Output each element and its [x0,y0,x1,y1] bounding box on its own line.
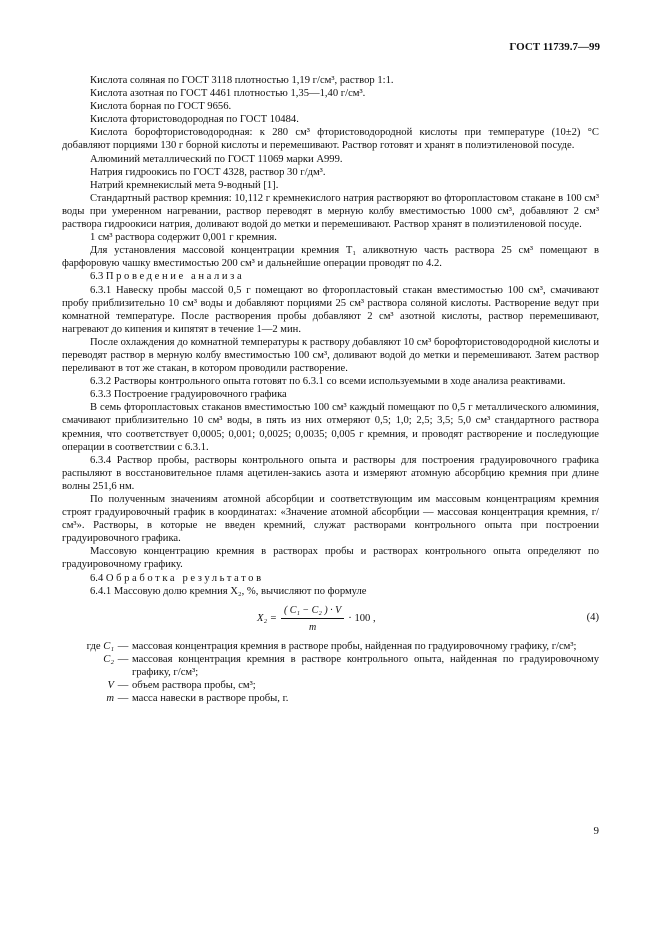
definition-row [62,679,599,692]
paragraph-6-3-4-calibration: По полученным значениям атомной абсорбции и соответствующим им массовым концентрациям кремния строят градуировочный график в координатах: «Значение атомной абсорбции — массовая концентрация кремния, г/см³». Растворы, в которые не введен кремний, служат растворами контрольного опыта при построении градуировочного графика. [62,494,599,545]
formula-block [62,602,599,636]
definition-text: массовая концентрация кремния в растворе контрольного опыта, найденная по градуировочному графику, г/см³; [132,653,599,678]
section-heading-6-3 [62,270,599,283]
definition-row [62,692,599,705]
section-heading-6-4 [62,572,599,585]
standard-code-header: ГОСТ 11739.7—99 [509,41,600,53]
formula-denominator: m [308,621,317,633]
page-content [62,74,599,705]
definition-symbol [62,679,114,692]
symbol-definitions [62,640,599,705]
symbol-v: V [107,680,114,692]
reagent-line: Натрия гидроокись по ГОСТ 4328, раствор 30 г/дм³. [90,166,326,178]
reagent-line: Кислота фтористоводородная по ГОСТ 10484. [90,114,299,126]
reagent-line: Кислота соляная по ГОСТ 3118 плотностью 1,19 г/см³, раствор 1:1. [90,75,394,86]
definition-text: масса навески в растворе пробы, г. [132,693,289,705]
definition-row [62,653,599,679]
paragraph-6-4-1: 6.4.1 Массовую долю кремния X₂, %, вычисляют по формуле [90,585,367,597]
definition-dash: — [117,640,129,652]
concentration-line: 1 см³ раствора содержит 0,001 г кремния. [90,232,277,244]
section-title: Обработка результатов [105,572,264,584]
definition-text: объем раствора пробы, см³; [132,680,256,692]
paragraph-6-3-4: 6.3.4 Раствор пробы, растворы контрольного опыта и растворы для построения градуировочного графика распыляют в восстановительное пламя ацетилен-закись азота и измеряют атомную абсорбцию кремния при длине волны 251,6 нм. [62,454,599,492]
paragraph-6-3-3-heading: 6.3.3 Построение градуировочного графика [90,389,287,401]
reagent-line: Кислота азотная по ГОСТ 4461 плотностью 1,35—1,40 г/см³. [90,88,366,100]
section-number: 6.3 [90,271,104,283]
definition-dash: — [117,653,129,665]
definition-symbol [62,653,114,679]
formula-tail: · 100 , [348,613,376,625]
symbol-m: m [106,693,114,705]
paragraph-6-3-3: В семь фторопластовых стаканов вместимостью 100 см³ каждый помещают по 0,5 г металлического алюминия, смачивают приблизительно 10 см³ воды, в пять из них отмеряют 0,5; 1,0; 2,5; 3,5; 5,0 см³ стандартного раствора кремния, что соответствует 0,0005; 0,001; 0,0025; 0,0035; 0,005 г кремния, и проводят растворение и последующие операции в соответствии с 6.3.1. [62,402,599,453]
symbol-c2: C₂ [103,653,114,665]
paragraph-6-3-2: 6.3.2 Растворы контрольного опыта готовят по 6.3.1 со всеми используемыми в ходе анализа реактивами. [90,376,566,388]
reagent-line: Натрий кремнекислый мета 9-водный [1]. [90,179,279,191]
definition-text: массовая концентрация кремния в растворе пробы, найденная по градуировочному графику, г/см³; [132,640,577,652]
symbol-c1: C₁ [103,640,114,652]
reagent-paragraph: Кислота борофтористоводородная: к 280 см³ фтористоводородной кислоты при температуре (10±2) °С добавляют порциями 130 г борной кислоты и перемешивают. Раствор готовят и хранят в полиэтиленовой посуде. [62,127,599,152]
formula [257,604,376,634]
formula-lhs: X₂ = [257,613,277,625]
paragraph-6-3-1: 6.3.1 Навеску пробы массой 0,5 г помещают во фторопластовый стакан вместимостью 100 см³, смачивают пробу приблизительно 10 см³ воды и добавляют порциями 25 см³ раствора соляной кислоты. Растворение ведут при комнатной температуре. После растворения пробы добавляют 2 см³ азотной кислоты, раствор перемешивают, нагревают до кипения и кипятят в течение 1—2 мин. [62,284,599,335]
page-number: 9 [593,825,599,837]
definition-row [62,640,599,653]
definition-symbol [62,640,114,653]
definition-symbol [62,692,114,705]
reagent-line: Кислота борная по ГОСТ 9656. [90,101,232,113]
where-word: где [86,640,101,652]
equation-number: (4) [586,611,599,623]
definition-dash: — [117,693,129,705]
reagent-line: Алюминий металлический по ГОСТ 11069 марки А999. [90,153,343,165]
definition-dash: — [117,680,129,692]
standard-solution-paragraph: Стандартный раствор кремния: 10,112 г кремнекислого натрия растворяют во фторопластовом стакане в 100 см³ воды при умеренном нагревании, раствор переводят в мерную колбу вместимостью 1000 см³, добавляют 2 см³ раствора гидроокиси натрия, доливают водой до метки и перемешивают. Раствор хранят в полиэтиленовой посуде. [62,192,599,231]
paragraph-6-3-4-determination: Массовую концентрацию кремния в растворах пробы и растворах контрольного опыта определяют по градуировочному графику. [62,546,599,571]
section-number: 6.4 [90,572,104,584]
formula-numerator: ( C₁ − C₂ ) · V [281,604,344,619]
concentration-setup-paragraph: Для установления массовой концентрации кремния T₁ аликвотную часть раствора 25 см³ помещают в фарфоровую чашку вместимостью 200 см³ и дальнейшие операции проводят по 4.2. [62,245,599,270]
paragraph-6-3-1-continued: После охлаждения до комнатной температуры к раствору добавляют 10 см³ борофтористоводородной кислоты и переводят раствор в мерную колбу вместимостью 100 см³, доливают водой до метки и перемешивают. Затем раствор переливают в тот же стакан, в котором проводили растворение. [62,336,599,375]
formula-fraction [281,604,344,634]
section-title: Проведение анализа [105,271,245,283]
